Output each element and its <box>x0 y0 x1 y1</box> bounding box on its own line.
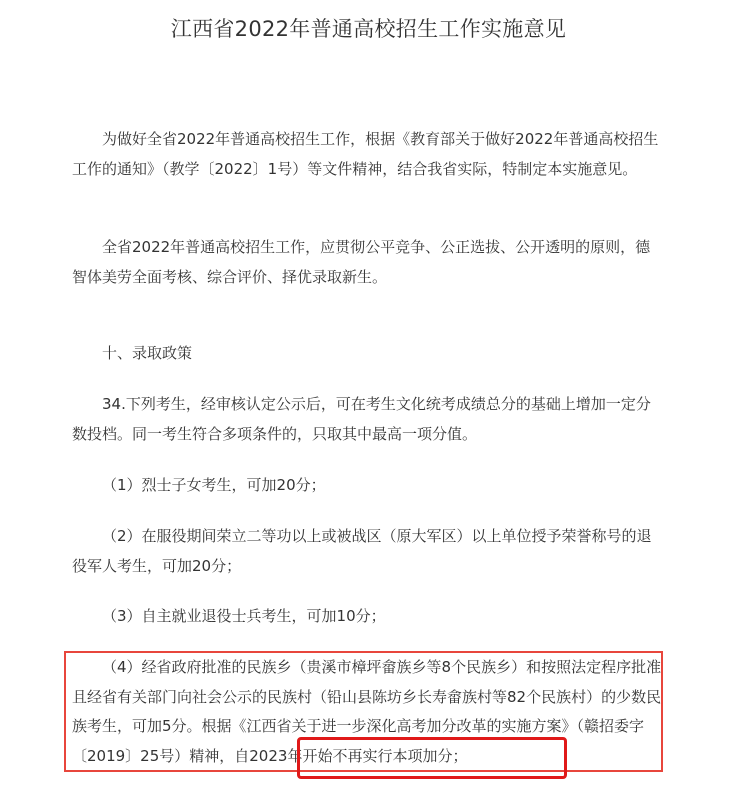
page-title: 江西省2022年普通高校招生工作实施意见 <box>170 17 567 41</box>
sub-item-4-emphasis: 自2023年开始不再实行本项加分； <box>234 746 468 765</box>
emphasis-box <box>297 737 567 779</box>
sub-item-1: （1）烈士子女考生，可加20分； <box>102 476 326 494</box>
principle-paragraph: 全省2022年普通高校招生工作，应贯彻公平竞争、公正选拔、公开透明的原则，德智体美劳全面考核、综合评价、择优录取新生。 <box>72 238 651 286</box>
sub-item-4-text: （4）经省政府批准的民族乡（贵溪市樟坪畲族乡等8个民族乡）和按照法定程序批准且经省有关部门向社会公示的民族村（铅山县陈坊乡长寿畲族村等82个民族村）的少数民族考生，可加5分。根据《江西省关于进一步深化高考加分改革的实施方案》（赣招委字〔2019〕25号）精神， <box>72 658 662 765</box>
intro-paragraph: 为做好全省2022年普通高校招生工作，根据《教育部关于做好2022年普通高校招生工作的通知》（教学〔2022〕1号）等文件精神，结合我省实际，特制定本实施意见。 <box>72 130 659 178</box>
item-34-paragraph: 34.下列考生，经审核认定公示后，可在考生文化统考成绩总分的基础上增加一定分数投档。同一考生符合多项条件的，只取其中最高一项分值。 <box>72 395 651 443</box>
sub-item-3: （3）自主就业退役士兵考生，可加10分； <box>102 607 386 625</box>
sub-item-2: （2）在服役期间荣立二等功以上或被战区（原大军区）以上单位授予荣誉称号的退役军人考生，可加20分； <box>72 527 652 575</box>
section-heading: 十、录取政策 <box>102 344 193 362</box>
